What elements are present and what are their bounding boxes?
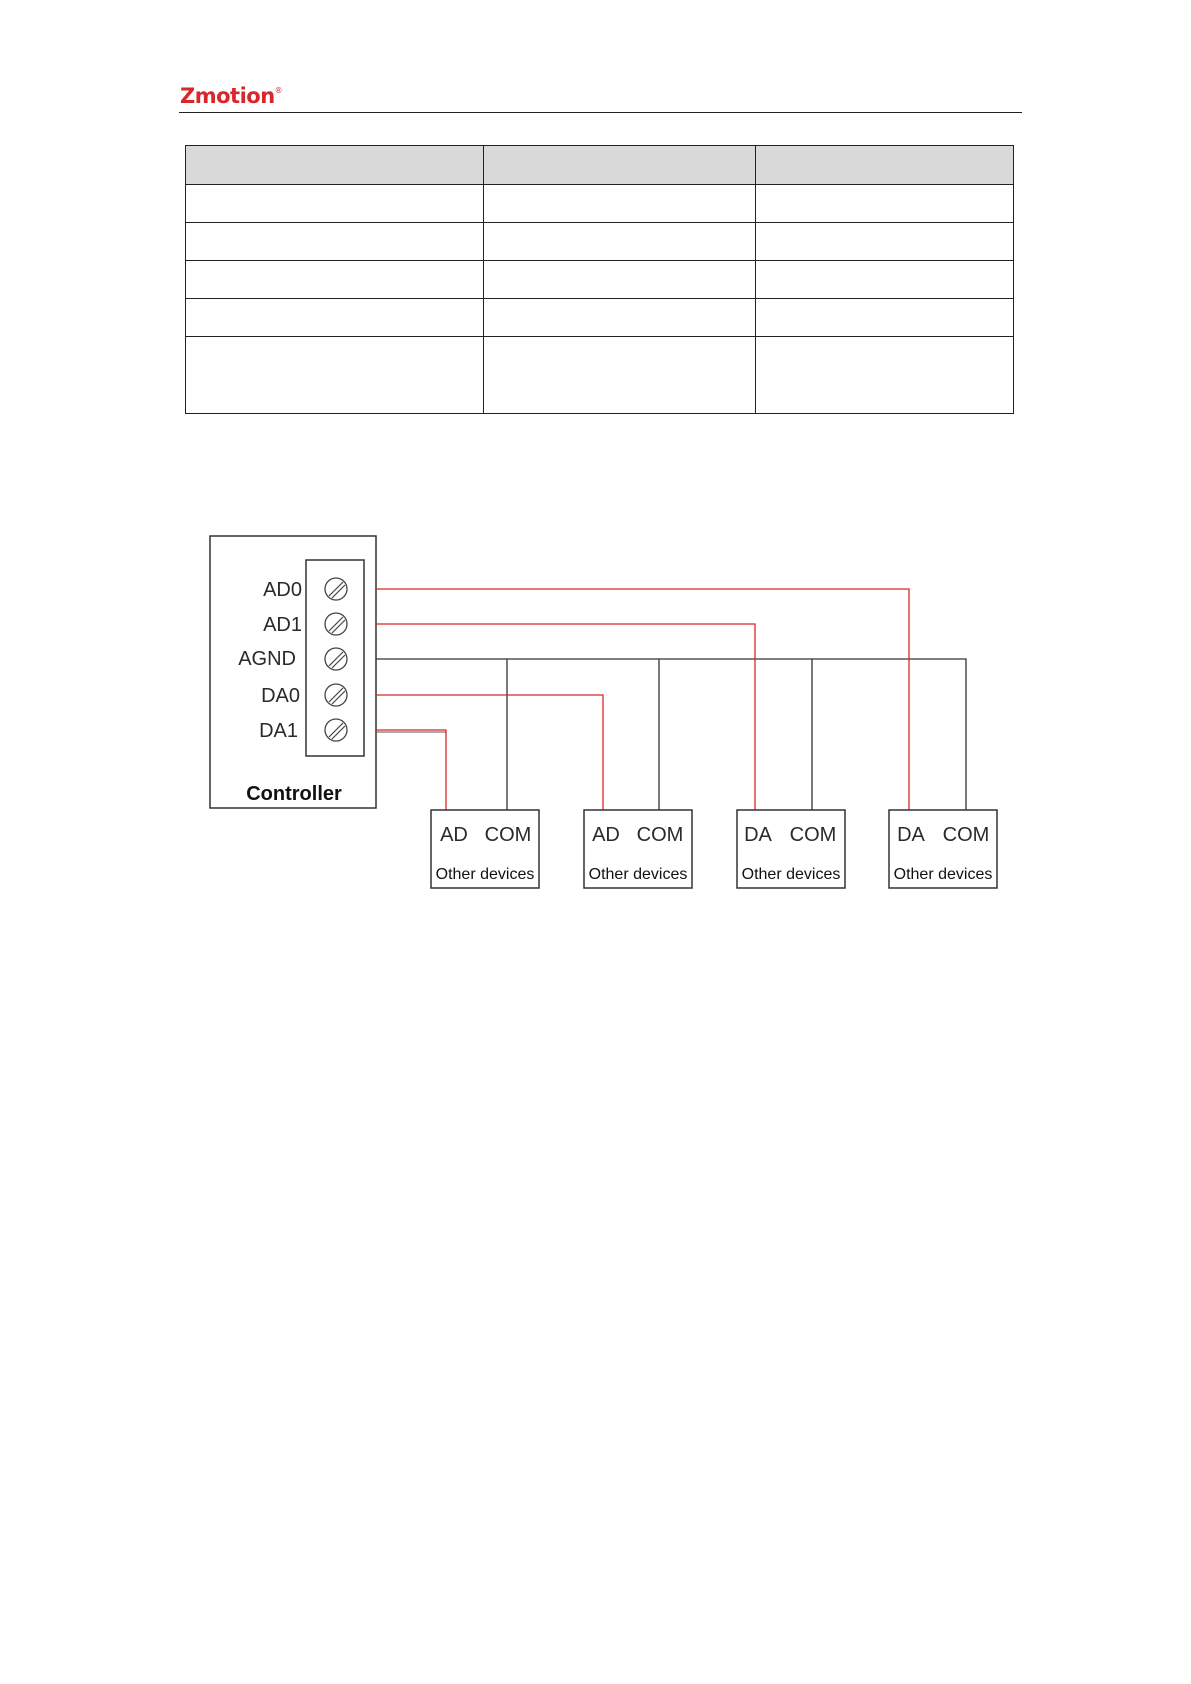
device-port-label: AD bbox=[592, 824, 620, 846]
device-port-label: DA bbox=[897, 824, 925, 846]
device-com-label: COM bbox=[942, 824, 990, 846]
device-com-label: COM bbox=[484, 824, 532, 846]
logo-text: Zmotion bbox=[180, 84, 275, 108]
device-label: Other devices bbox=[741, 866, 841, 883]
terminal-label-agnd: AGND bbox=[238, 648, 296, 670]
terminal-label-da1: DA1 bbox=[259, 720, 298, 742]
ad1-signal-wire bbox=[376, 624, 755, 810]
device-com-label: COM bbox=[789, 824, 837, 846]
controller-box bbox=[210, 536, 376, 808]
device-box-1 bbox=[431, 810, 539, 888]
screw-terminal-icon bbox=[325, 578, 347, 600]
agnd-bus-wire bbox=[376, 659, 966, 810]
device-port-label: DA bbox=[744, 824, 772, 846]
screw-terminal-icon bbox=[325, 613, 347, 635]
device-label: Other devices bbox=[588, 866, 688, 883]
device-label: Other devices bbox=[893, 866, 993, 883]
terminal-label-ad1: AD1 bbox=[263, 614, 302, 636]
device-com-label: COM bbox=[636, 824, 684, 846]
device-box-4 bbox=[889, 810, 997, 888]
terminal-label-da0: DA0 bbox=[261, 685, 300, 707]
screw-terminal-icon bbox=[325, 648, 347, 670]
controller-label: Controller bbox=[246, 783, 342, 805]
screw-terminal-icon bbox=[325, 684, 347, 706]
ad0-signal-wire bbox=[376, 589, 909, 810]
da0-signal-wire bbox=[376, 695, 603, 810]
da1-signal-wire bbox=[376, 730, 446, 810]
device-box-3 bbox=[737, 810, 845, 888]
terminal-label-ad0: AD0 bbox=[263, 579, 302, 601]
device-label: Other devices bbox=[435, 866, 535, 883]
device-box-2 bbox=[584, 810, 692, 888]
registered-mark: ® bbox=[274, 86, 283, 95]
screw-terminal-icon bbox=[325, 719, 347, 741]
device-port-label: AD bbox=[440, 824, 468, 846]
